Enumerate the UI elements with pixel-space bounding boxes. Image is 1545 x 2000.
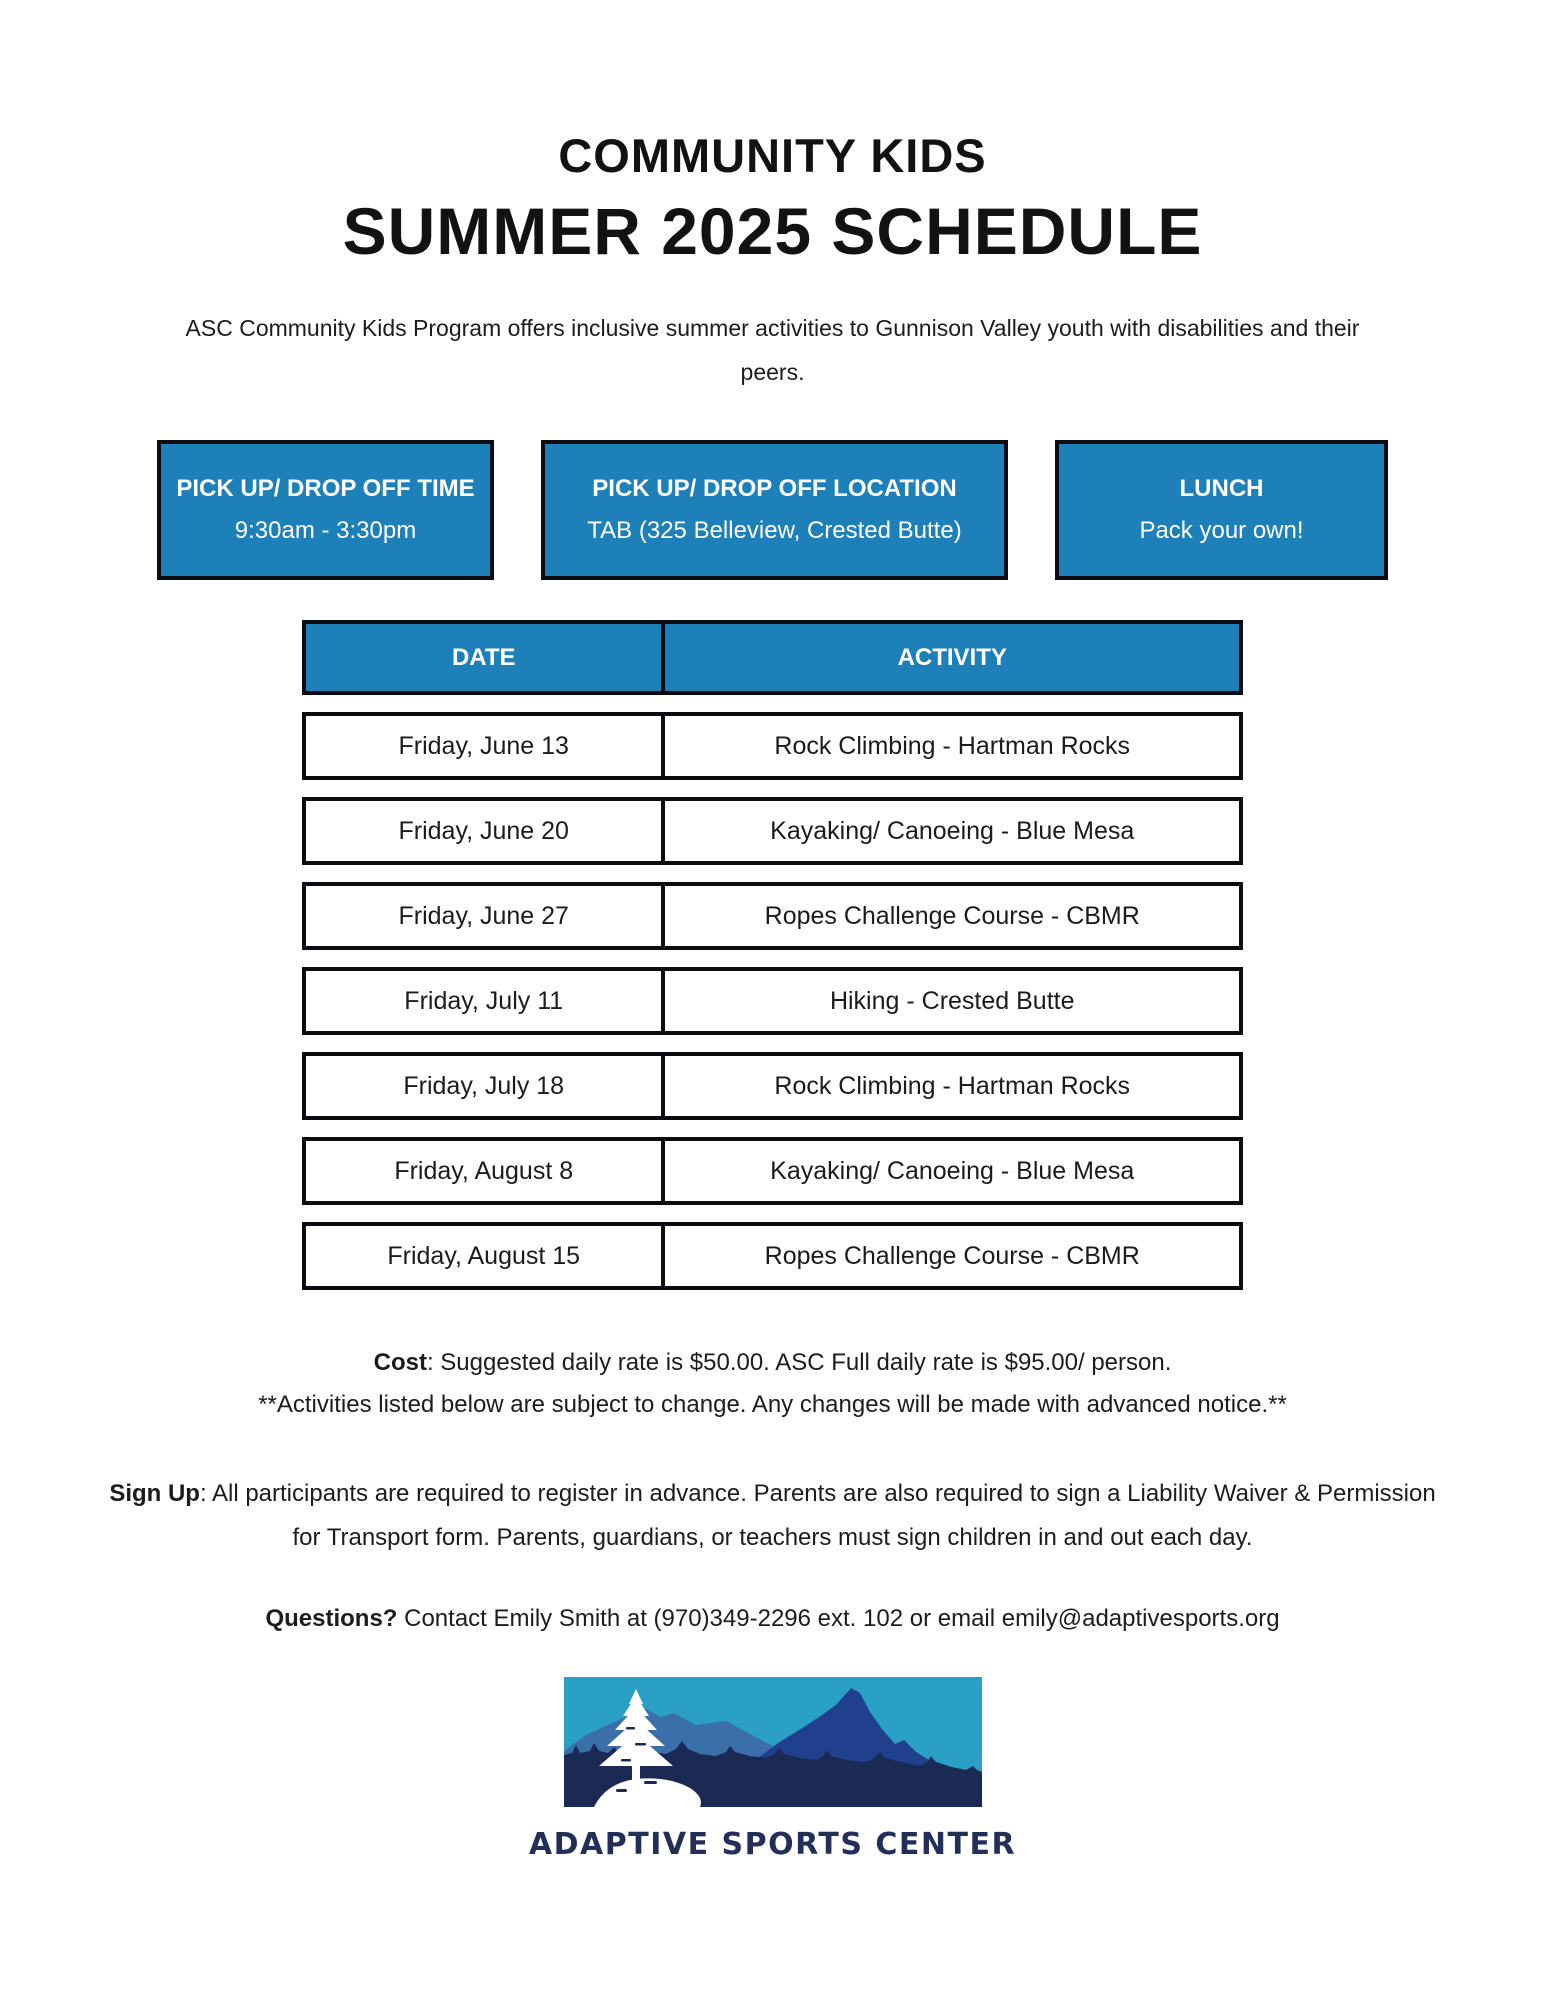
date-cell: Friday, July 18 (306, 1056, 665, 1116)
table-header-row (302, 620, 1243, 695)
info-box-pickup-time (157, 440, 494, 580)
questions-note (108, 1605, 1438, 1633)
activity-cell: Ropes Challenge Course - CBMR (764, 901, 1140, 930)
table-row (302, 712, 1243, 780)
date-cell: Friday, June 13 (306, 716, 665, 776)
change-notice: **Activities listed below are subject to change. Any changes will be made with advanced notice.** (258, 1391, 1287, 1419)
date-cell: Friday, June 20 (306, 801, 665, 861)
logo-wordmark: ADAPTIVE SPORTS CENTER (528, 1826, 1017, 1862)
questions-label: Questions? (265, 1604, 398, 1632)
activity-cell: Kayaking/ Canoeing - Blue Mesa (770, 1156, 1135, 1185)
table-header-activity: ACTIVITY (897, 643, 1007, 671)
cost-label: Cost (373, 1349, 427, 1377)
signup-note (108, 1472, 1438, 1558)
intro-text: ASC Community Kids Program offers inclusive summer activities to Gunnison Valley youth with disabilities and their peers. (185, 315, 1360, 385)
date-cell: Friday, August 15 (306, 1226, 665, 1286)
info-boxes-row (0, 440, 1545, 580)
info-box-value: TAB (325 Belleview, Crested Butte) (587, 517, 962, 545)
page-title: COMMUNITY KIDS (558, 129, 987, 182)
table-row (302, 1137, 1243, 1205)
info-box-lunch (1055, 440, 1388, 580)
table-row (302, 1222, 1243, 1290)
cost-line (108, 1342, 1438, 1384)
date-cell: Friday, August 8 (306, 1141, 665, 1201)
info-box-title: PICK UP/ DROP OFF LOCATION (592, 475, 957, 503)
table-row (302, 1052, 1243, 1120)
cost-note (108, 1342, 1438, 1426)
questions-text: Contact Emily Smith at (970)349-2296 ext. 102 or email emily@adaptivesports.org (397, 1604, 1280, 1632)
signup-text: : All participants are required to register in advance. Parents are also required to sign a Liability Waiver & Permission for Transport form. Parents, guardians, or teachers must sign children in and out each day. (199, 1480, 1436, 1551)
mountain-scene-image (564, 1677, 982, 1807)
table-header-date: DATE (306, 624, 665, 691)
activity-cell: Ropes Challenge Course - CBMR (764, 1241, 1140, 1270)
info-box-value: Pack your own! (1139, 517, 1304, 545)
info-box-title: LUNCH (1179, 475, 1264, 503)
activity-cell: Kayaking/ Canoeing - Blue Mesa (770, 816, 1135, 845)
activity-cell: Rock Climbing - Hartman Rocks (774, 731, 1131, 760)
cost-text: : Suggested daily rate is $50.00. ASC Full daily rate is $95.00/ person. (426, 1349, 1172, 1377)
activity-cell: Hiking - Crested Butte (829, 986, 1075, 1015)
asc-logo (0, 1677, 1545, 1862)
table-row (302, 797, 1243, 865)
table-row (302, 967, 1243, 1035)
page-subtitle: SUMMER 2025 SCHEDULE (342, 194, 1203, 268)
info-box-title: PICK UP/ DROP OFF TIME (176, 475, 475, 503)
signup-label: Sign Up (109, 1480, 200, 1508)
activity-cell: Rock Climbing - Hartman Rocks (774, 1071, 1131, 1100)
info-box-value: 9:30am - 3:30pm (234, 517, 417, 545)
date-cell: Friday, July 11 (306, 971, 665, 1031)
date-cell: Friday, June 27 (306, 886, 665, 946)
schedule-table (302, 620, 1243, 1290)
info-box-pickup-location (541, 440, 1008, 580)
table-row (302, 882, 1243, 950)
